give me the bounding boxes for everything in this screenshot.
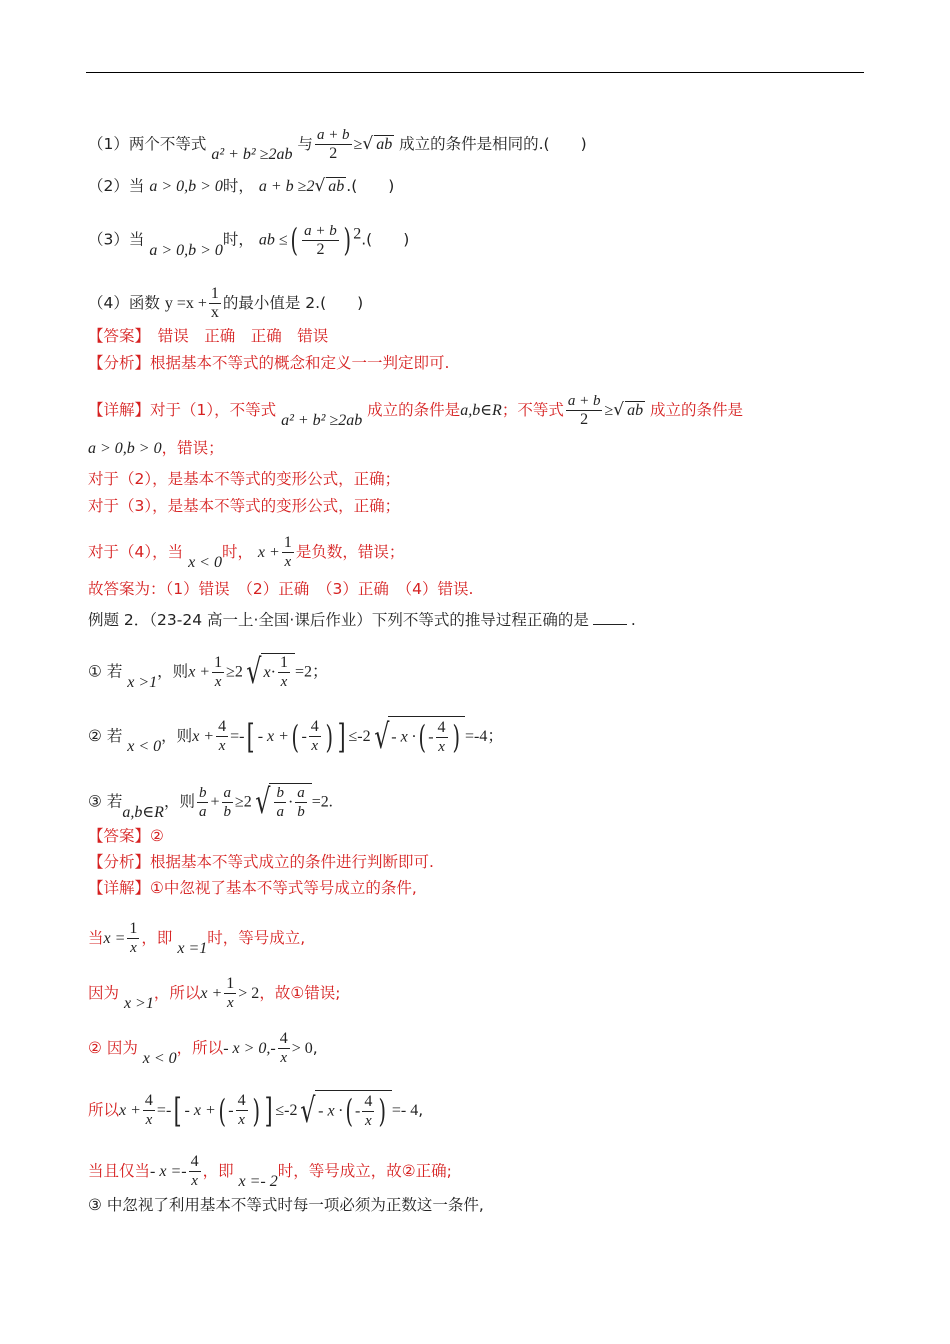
ge-symbol: ≥ [353,136,363,153]
ex2-analysis: 【分析】根据基本不等式成立的条件进行判断即可. [88,853,434,871]
detail-text: 当且仅当 [88,1162,151,1180]
detail-text: , [418,1101,424,1119]
item-1-tail: 成立的条件是相同的.( ) [399,135,587,153]
option-result: =2； [294,663,329,681]
item-3-expr: ab ≤ [258,231,288,249]
ex1-detail-cont [88,438,224,459]
sqrt-content: x· $\frac{1}{x}$ [261,653,295,691]
ex2-title [88,610,636,630]
item-2-label: （2）当 [88,177,145,195]
sqrt-content: ab [627,402,644,419]
detail-text: ，所以 [176,1039,224,1057]
sqrt-icon: √ [314,176,326,196]
fraction: $\frac{1}{x}$ [214,653,223,690]
ge-symbol: ≥2 [226,663,243,681]
detail-condition: x < 0 [188,554,222,571]
ge-symbol: ≥2 [235,793,252,811]
detail-condition: x =- 2 [238,1173,278,1190]
item-2-tail: .( ) [346,177,395,195]
fraction: $\frac{a + b}{2}$ [304,222,337,258]
le-symbol: ≤-2 [348,728,371,745]
line-4-formula: x + $\frac{4}{x}$ =-[ - x +( - $\frac{4}{x}$ ) ] ≤-2√ - x ·( - $\frac{4}{x}$ ) =- 4 [119,1090,419,1131]
item-4 [88,285,363,322]
detail-formula: a² + b² ≥2ab [281,412,363,429]
ex2-line-1: 当x = $\frac{1}{x}$ ，即 x =1时，等号成立, [88,920,306,957]
fraction: $\frac{4}{x}$ [218,718,227,754]
ex2-option-3: ③ 若a,b∈R，则 $\frac{b}{a}$ + $\frac{a}{b}$ ≥2√ $\frac{b}{a}$ · $\frac{a}{b}$ =2. [88,782,333,822]
ex2-line-2: 因为 x >1，所以x + $\frac{1}{x}$ > 2，故①错误; [88,975,341,1012]
item-4-label: （4）函数 [88,294,160,312]
fraction: $\frac{4}{x}$ [190,1153,199,1189]
option-then: ，则 [163,792,195,811]
detail-text: 因为 [88,984,120,1002]
detail-text: ，即 [202,1162,234,1180]
gt-symbol: > 2 [238,985,260,1002]
sqrt-content: - x ·( - $\frac{4}{x}$ ) [388,716,465,757]
detail-text: , [312,1039,318,1057]
item-3-connector: 时， [222,230,254,249]
ex2-line-5 [88,1153,452,1190]
detail-text: 当 [88,929,104,947]
detail-text: ，即 [141,929,173,947]
option-condition: x < 0 [127,738,162,755]
ex2-detail: 【详解】①中忽视了基本不等式等号成立的条件, [88,879,417,897]
option-label: ① 若 [88,662,123,681]
detail-text: ，错误； [161,439,224,457]
sqrt-icon: √ [373,716,390,757]
item-3-label: （3）当 [88,230,145,249]
item-2-expr: a + b ≥2 [258,178,315,195]
detail-text: 对于（4），当 [88,543,184,561]
fraction: $\frac{a}{b}$ [223,784,231,820]
fraction: $\frac{1}{x}$ [226,975,235,1011]
detail-condition: x =1 [177,940,208,957]
item-3-tail: .( ) [361,230,410,249]
item-2-connector: 时， [222,177,254,195]
ex1-final: 故答案为：（1）错误 （2）正确 （3）正确 （4）错误. [88,580,474,598]
detail-text: 成立的条件是 [367,401,461,419]
item-1 [88,126,587,163]
detail-text: 时，等号成立, [207,929,306,947]
item-4-expr: y =x + [164,295,207,312]
fraction: $\frac{1}{x}$ [129,920,138,956]
ex1-detail [88,392,743,429]
detail-text: 是负数，错误； [295,543,405,561]
item-2-condition: a > 0,b > 0 [149,178,223,195]
sqrt-content: ab [376,136,393,153]
ex2-line-3 [88,1030,318,1067]
ex1-analysis: 【分析】根据基本不等式的概念和定义一一判定即可. [88,354,450,372]
option-condition: a,b∈R [122,803,164,821]
option-expr: x + [188,663,211,681]
ex1-answer: 【答案】 错误 正确 正确 错误 [88,327,329,345]
ex2-line-4 [88,1090,423,1131]
option-condition: x >1 [127,673,158,691]
ex2-title-text: 例题 2．（23-24 高一上·全国·课后作业）下列不等式的推导过程正确的是 [88,611,589,629]
option-then: ，则 [157,662,189,681]
detail-condition: x < 0 [142,1050,177,1067]
detail-text: 时，等号成立，故②正确; [277,1162,452,1180]
exponent: 2 [353,225,362,243]
sqrt-icon: √ [362,134,374,154]
neg-x: - x + [257,728,289,745]
item-1-label: （1）两个不等式 [88,135,207,153]
fraction: $\frac{a + b}{2}$ [567,393,601,428]
answer-blank [593,624,627,625]
sqrt-icon: √ [300,1090,316,1131]
fraction: $\frac{4}{x}$ [279,1030,288,1066]
detail-set: a,b∈R [460,402,502,419]
ex2-title-end: . [630,611,636,629]
fraction: $\frac{1}{x}$ [283,534,292,570]
ex1-d3: 对于（3），是基本不等式的变形公式，正确； [88,497,401,515]
ex2-option-1 [88,652,328,692]
sqrt-content: ab [328,178,345,195]
ex2-line-6: ③ 中忽视了利用基本不等式时每一项必须为正数这一条件, [88,1196,484,1214]
item-3-condition: a > 0,b > 0 [149,241,223,259]
fraction: $\frac{b}{a}$ [198,784,207,820]
item-3: （3）当 a > 0,b > 0时， ab ≤( $\frac{a + b}{2}$ ) $^2$.( ) [88,221,410,259]
header-rule [86,72,864,73]
detail-condition: x >1 [123,995,154,1012]
option-result: =2. [311,793,333,811]
detail-expr: - x =- [150,1163,187,1180]
sqrt-icon: √ [246,652,262,692]
detail-text: 【详解】对于（1），不等式 [88,401,277,419]
detail-text: 时， [221,543,253,561]
detail-text: ，故①错误; [259,984,341,1002]
fraction: $\frac{1}{x}$ [210,285,219,321]
item-2 [88,176,394,197]
option-label: ③ 若 [88,792,123,811]
fraction: $\frac{a + b}{2}$ [316,127,350,162]
detail-expr: - x > 0,- [223,1040,276,1057]
sqrt-content: $\frac{b}{a}$ · $\frac{a}{b}$ [269,783,311,821]
option-result: =-4； [465,728,504,745]
gt-symbol: > 0 [291,1040,313,1057]
item-1-connector: 与 [297,135,313,153]
eq-symbol: =- [230,728,245,745]
ex1-d4 [88,534,404,571]
detail-text: ，所以 [153,984,201,1002]
option-label: ② 若 [88,727,123,745]
item-4-tail: 的最小值是 2.( ) [222,294,364,312]
sqrt-icon: √ [613,400,625,420]
sqrt-icon: √ [255,782,271,822]
detail-text: ② 因为 [88,1039,138,1057]
detail-text: 所以 [88,1101,120,1119]
ex1-d2: 对于（2），是基本不等式的变形公式，正确； [88,470,401,488]
detail-expr: x + [257,544,280,561]
detail-text: 成立的条件是 [650,401,744,419]
item-1-formula: a² + b² ≥2ab [211,146,293,163]
detail-text: ；不等式 [501,401,564,419]
ge-symbol: ≥ [604,402,614,419]
ex2-answer: 【答案】② [88,827,164,845]
ex2-option-2: ② 若 x < 0，则x + $\frac{4}{x}$ =-[ - x +( - $\frac{4}{x}$ ) ] ≤-2√ - x ·( - $\frac{4}{x}$ ) =-4； [88,716,504,757]
option-expr: x + [192,728,215,745]
neg-sign: - [301,728,307,745]
detail-condition: a > 0,b > 0 [88,440,162,457]
option-then: ，则 [161,727,193,745]
